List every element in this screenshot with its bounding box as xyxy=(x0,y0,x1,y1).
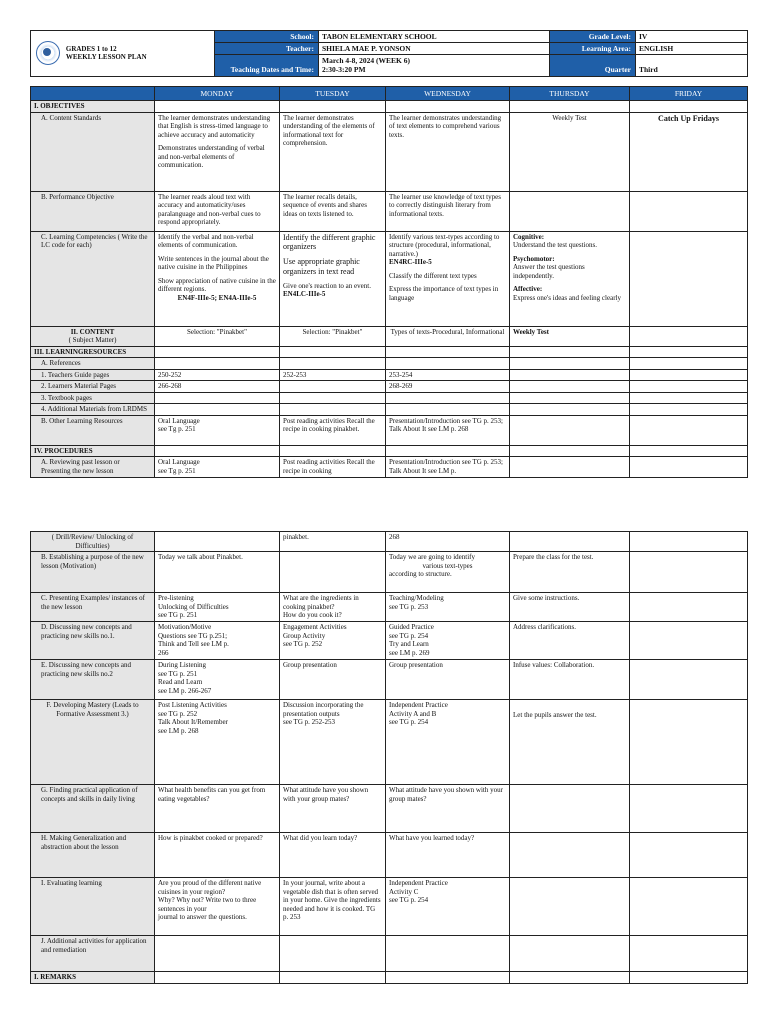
remarks-title: I. REMARKS xyxy=(31,972,155,984)
competencies-tue: Identify the different graphic organizers Use appropriate graphic organizers in text read Give one's reaction to an event. EN4LC-IIIe-5 xyxy=(280,231,386,326)
generalization-tue: What did you learn today? xyxy=(280,833,386,878)
generalization-mon: How is pinakbet cooked or prepared? xyxy=(155,833,280,878)
application-wed: What attitude have you shown with your group mates? xyxy=(386,785,510,833)
drill-label: ( Drill/Review/ Unlocking of Difficulties) xyxy=(31,532,155,552)
purpose-wed: Today we are going to identify various text-types according to structure. xyxy=(386,552,510,593)
other-resources-tue: Post reading activities Recall the recipe in cooking pinakbet. xyxy=(280,415,386,445)
lesson-table-2 xyxy=(30,531,748,984)
day-header-row xyxy=(31,86,748,100)
mastery-label: F. Developing Mastery (Leads to Formative Assessment 3.) xyxy=(31,700,155,785)
competencies-wed: Identify various text-types according to structure (procedural, informational, narrative.) EN4RC-IIIe-5 Classify the different text types Express the importance of text types in language xyxy=(386,231,510,326)
textbook-pages-label: 3. Textbook pages xyxy=(31,392,155,404)
concepts2-wed: Group presentation xyxy=(386,660,510,700)
examples-label: C. Presenting Examples/ instances of the new lesson xyxy=(31,593,155,622)
day-wednesday: WEDNESDAY xyxy=(386,86,510,100)
purpose-thu: Prepare the class for the test. xyxy=(510,552,630,593)
day-thursday: THURSDAY xyxy=(510,86,630,100)
application-mon: What health benefits can you get from eating vegetables? xyxy=(155,785,280,833)
content-wed: Types of texts-Procedural, Informational xyxy=(386,326,510,346)
lrdms-label: 4. Additional Materials from LRDMS xyxy=(31,404,155,416)
review-mon: Oral Language see Tg p. 251 xyxy=(155,457,280,477)
content-standards-thu: Weekly Test xyxy=(510,112,630,191)
concepts1-wed: Guided Practice see TG p. 254 Try and Learn see LM p. 269 xyxy=(386,622,510,660)
content-standards-mon: The learner demonstrates understanding that English is stress-timed language to achieve accuracy and automaticity Demonstrates understanding of verbal and non-verbal elements of communication. xyxy=(155,112,280,191)
dates-value xyxy=(319,55,550,76)
review-tue: Post reading activities Recall the recipe in cooking xyxy=(280,457,386,477)
mastery-mon: Post Listening Activities see TG p. 252 Talk About It/Remember see LM p. 268 xyxy=(155,700,280,785)
other-resources-wed: Presentation/Introduction see TG p. 253; Talk About It see LM p. 268 xyxy=(386,415,510,445)
application-label: G. Finding practical application of concepts and skills in daily living xyxy=(31,785,155,833)
procedures-title: IV. PROCEDURES xyxy=(31,445,155,457)
evaluation-wed: Independent Practice Activity C see TG p. 254 xyxy=(386,878,510,936)
content-tue: Selection: "Pinakbet" xyxy=(280,326,386,346)
header-brand xyxy=(31,31,215,77)
teacher-value: SHIELA MAE P. YONSON xyxy=(319,43,550,55)
brand-line-1: GRADES 1 to 12 xyxy=(65,44,117,53)
content-standards-label: A. Content Standards xyxy=(31,112,155,191)
lesson-plan-page-1 xyxy=(30,30,747,478)
day-monday: MONDAY xyxy=(155,86,280,100)
dates-line-1: March 4-8, 2024 (WEEK 6) xyxy=(322,56,410,66)
day-friday: FRIDAY xyxy=(630,86,748,100)
content-label: II. CONTENT ( Subject Matter) xyxy=(31,326,155,346)
performance-objective-wed: The learner use knowledge of text types to correctly distinguish literary from informational texts. xyxy=(386,191,510,231)
concepts1-tue: Engagement Activities Group Activity see TG p. 252 xyxy=(280,622,386,660)
grade-label: Grade Level: xyxy=(550,31,636,43)
concepts2-label: E. Discussing new concepts and practicing new skills no.2 xyxy=(31,660,155,700)
tg-pages-label: 1. Teachers Guide pages xyxy=(31,369,155,381)
dates-label: Teaching Dates and Time: xyxy=(215,55,319,76)
application-tue: What attitude have you shown with your group mates? xyxy=(280,785,386,833)
generalization-label: H. Making Generalization and abstraction about the lesson xyxy=(31,833,155,878)
competencies-label: C. Learning Competencies ( Write the LC code for each) xyxy=(31,231,155,326)
deped-seal-icon xyxy=(36,41,60,65)
lm-pages-mon: 266-268 xyxy=(155,381,280,393)
purpose-mon: Today we talk about Pinakbet. xyxy=(155,552,280,593)
additional-activities-label: J. Additional activities for application and remediation xyxy=(31,936,155,972)
content-standards-wed: The learner demonstrates understanding of text elements to comprehend various texts. xyxy=(386,112,510,191)
teacher-label: Teacher: xyxy=(215,43,319,55)
concepts2-tue: Group presentation xyxy=(280,660,386,700)
lesson-table-1 xyxy=(30,86,748,478)
other-resources-mon: Oral Language see Tg p. 251 xyxy=(155,415,280,445)
concepts2-mon: During Listening see TG p. 251 Read and Learn see LM p. 266-267 xyxy=(155,660,280,700)
drill-wed: 268 xyxy=(386,532,510,552)
header-table xyxy=(30,30,748,77)
examples-mon: Pre-listening Unlocking of Difficulties see TG p. 251 xyxy=(155,593,280,622)
evaluation-mon: Are you proud of the different native cuisines in your region? Why? Why not? Write two to three sentences in your journal to answer the questions. xyxy=(155,878,280,936)
resources-title: III. LEARNINGRESOURCES xyxy=(31,346,155,358)
references-label: A. References xyxy=(31,358,155,370)
performance-objective-mon: The learner reads aloud text with accuracy and automaticity/uses paralanguage and non-verbal cues to respond appropriately. xyxy=(155,191,280,231)
mastery-wed: Independent Practice Activity A and B see TG p. 254 xyxy=(386,700,510,785)
dates-line-2: 2:30-3:20 PM xyxy=(322,65,366,75)
concepts1-thu: Address clarifications. xyxy=(510,622,630,660)
examples-wed: Teaching/Modeling see TG p. 253 xyxy=(386,593,510,622)
area-label: Learning Area: xyxy=(550,43,636,55)
purpose-label: B. Establishing a purpose of the new lesson (Motivation) xyxy=(31,552,155,593)
review-wed: Presentation/Introduction see TG p. 253; Talk About It see LM p. xyxy=(386,457,510,477)
grade-value: IV xyxy=(636,31,748,43)
content-standards-fri: Catch Up Fridays xyxy=(630,112,748,191)
tg-pages-mon: 250-252 xyxy=(155,369,280,381)
content-standards-tue: The learner demonstrates understanding of the elements of informational text for comprehension. xyxy=(280,112,386,191)
objectives-title: I. OBJECTIVES xyxy=(31,100,155,112)
generalization-wed: What have you learned today? xyxy=(386,833,510,878)
mastery-tue: Discussion incorporating the presentation outputs see TG p. 252-253 xyxy=(280,700,386,785)
content-thu: Weekly Test xyxy=(510,326,630,346)
quarter-value: Third xyxy=(636,55,748,76)
evaluation-tue: In your journal, write about a vegetable dish that is often served in your home. Give the ingredients needed and how it is cooked. TG p. 253 xyxy=(280,878,386,936)
examples-tue: What are the ingredients in cooking pinakbet? How do you cook it? xyxy=(280,593,386,622)
evaluation-label: I. Evaluating learning xyxy=(31,878,155,936)
other-resources-label: B. Other Learning Resources xyxy=(31,415,155,445)
competencies-mon: Identify the verbal and non-verbal elements of communication. Write sentences in the journal about the native cuisine in the Philippines Show appreciation of native cuisine in the different regions. EN4F-IIIe-5; EN4A-IIIe-5 xyxy=(155,231,280,326)
review-label: A. Reviewing past lesson or Presenting the new lesson xyxy=(31,457,155,477)
lm-pages-label: 2. Learners Material Pages xyxy=(31,381,155,393)
concepts2-thu: Infuse values: Collaboration. xyxy=(510,660,630,700)
mastery-thu: Let the pupils answer the test. xyxy=(510,700,630,785)
competencies-thu: Cognitive: Understand the test questions. Psychomotor: Answer the test questions independently. Affective: Express one's ideas and feeling clearly xyxy=(510,231,630,326)
performance-objective-tue: The learner recalls details, sequence of events and shares ideas on texts listened to. xyxy=(280,191,386,231)
day-tuesday: TUESDAY xyxy=(280,86,386,100)
concepts1-mon: Motivation/Motive Questions see TG p.251; Think and Tell see LM p. 266 xyxy=(155,622,280,660)
performance-objective-label: B. Performance Objective xyxy=(31,191,155,231)
quarter-label: Quarter xyxy=(550,55,636,76)
school-label: School: xyxy=(215,31,319,43)
lesson-plan-page-2 xyxy=(30,531,747,984)
drill-tue: pinakbet. xyxy=(280,532,386,552)
tg-pages-wed: 253-254 xyxy=(386,369,510,381)
examples-thu: Give some instructions. xyxy=(510,593,630,622)
lm-pages-wed: 268-269 xyxy=(386,381,510,393)
school-value: TABON ELEMENTARY SCHOOL xyxy=(319,31,550,43)
content-mon: Selection: "Pinakbet" xyxy=(155,326,280,346)
tg-pages-tue: 252-253 xyxy=(280,369,386,381)
brand-line-2: WEEKLY LESSON PLAN xyxy=(65,53,147,62)
area-value: ENGLISH xyxy=(636,43,748,55)
concepts1-label: D. Discussing new concepts and practicing new skills no.1. xyxy=(31,622,155,660)
